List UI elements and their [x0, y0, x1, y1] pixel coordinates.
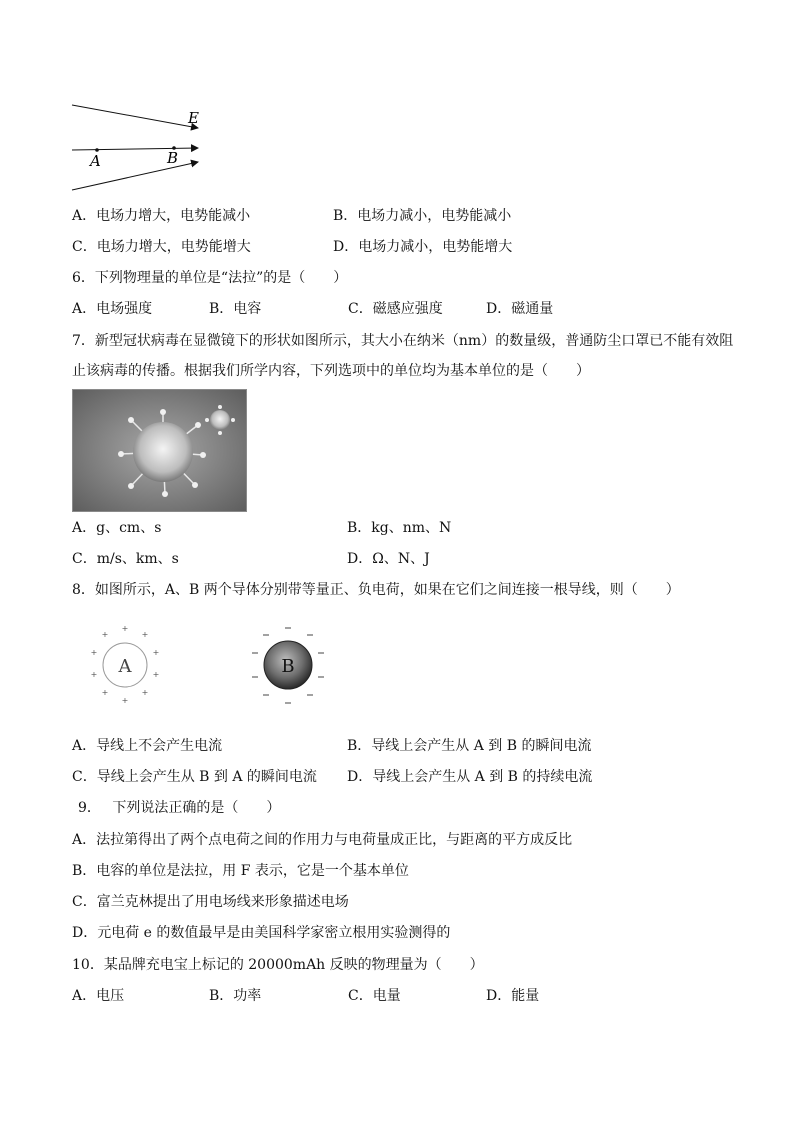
svg-text:+: + — [101, 630, 109, 639]
q6-option-a: A．电场强度 — [72, 301, 153, 317]
q9-option-d: D．元电荷 e 的数值最早是由美国科学家密立根用实验测得的 — [72, 925, 451, 941]
q5-option-c: C．电场力增大，电势能增大 — [72, 239, 251, 255]
svg-text:+: + — [90, 670, 98, 679]
q7-option-c: C．m/s、km、s — [72, 551, 179, 567]
label-B: B — [167, 149, 179, 167]
field-lines-figure — [0, 0, 794, 200]
q8-option-b: B．导线上会产生从 A 到 B 的瞬间电流 — [347, 738, 592, 754]
q10-option-c: C．电量 — [348, 988, 401, 1004]
q9-option-a: A．法拉第得出了两个点电荷之间的作用力与电荷量成正比，与距离的平方成反比 — [72, 832, 573, 848]
q9-stem: 9． 下列说法正确的是（ ） — [78, 800, 281, 816]
charged-spheres-figure — [0, 615, 794, 715]
svg-text:+: + — [101, 688, 109, 697]
svg-text:+: + — [152, 648, 160, 657]
q7-option-d: D．Ω、N、J — [347, 551, 430, 567]
q5-option-a: A．电场力增大，电势能减小 — [72, 208, 251, 224]
svg-text:+: + — [141, 688, 149, 697]
q7-stem-line2: 止该病毒的传播。根据我们所学内容，下列选项中的单位均为基本单位的是（ ） — [72, 363, 590, 379]
q10-option-a: A．电压 — [72, 988, 125, 1004]
q6-option-c: C．磁感应强度 — [348, 301, 443, 317]
sphere-B-label: B — [281, 656, 295, 677]
q8-option-a: A．导线上不会产生电流 — [72, 738, 223, 754]
q6-option-d: D．磁通量 — [486, 301, 554, 317]
field-line-middle — [72, 148, 198, 150]
q10-option-d: D．能量 — [486, 988, 540, 1004]
q8-stem: 8．如图所示，A、B 两个导体分别带等量正、负电荷，如果在它们之间连接一根导线，则（ ） — [72, 582, 680, 598]
svg-text:+: + — [90, 648, 98, 657]
virus-micrograph — [72, 389, 247, 512]
q7-stem-line1: 7．新型冠状病毒在显微镜下的形状如图所示，其大小在纳米（nm）的数量级，普通防尘口罩已不能有效阻 — [72, 333, 734, 349]
svg-text:+: + — [152, 670, 160, 679]
label-A: A — [90, 152, 101, 170]
q7-option-b: B．kg、nm、N — [347, 520, 452, 536]
svg-text:+: + — [141, 630, 149, 639]
q6-option-b: B．电容 — [209, 301, 262, 317]
q6-stem: 6．下列物理量的单位是“法拉”的是（ ） — [72, 270, 348, 286]
q9-option-b: B．电容的单位是法拉，用 F 表示，它是一个基本单位 — [72, 863, 409, 879]
svg-text:+: + — [121, 624, 129, 633]
q10-option-b: B．功率 — [209, 988, 262, 1004]
q9-option-c: C．富兰克林提出了用电场线来形象描述电场 — [72, 894, 349, 910]
q8-option-c: C．导线上会产生从 B 到 A 的瞬间电流 — [72, 769, 317, 785]
q7-option-a: A．g、cm、s — [72, 520, 162, 536]
label-E: E — [188, 109, 199, 127]
sphere-A-label: A — [118, 656, 132, 677]
q10-stem: 10．某品牌充电宝上标记的 20000mAh 反映的物理量为（ ） — [72, 957, 484, 973]
svg-text:+: + — [121, 696, 129, 705]
q5-option-b: B．电场力减小，电势能减小 — [333, 208, 512, 224]
field-line-top — [72, 105, 198, 128]
q8-option-d: D．导线上会产生从 A 到 B 的持续电流 — [347, 769, 593, 785]
q5-option-d: D．电场力减小，电势能增大 — [333, 239, 513, 255]
